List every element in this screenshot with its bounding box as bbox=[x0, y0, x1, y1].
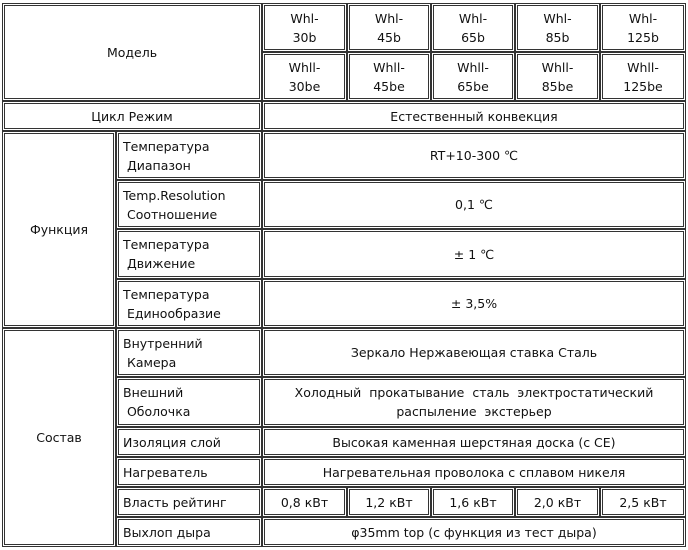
model-cell: Whll- 65be bbox=[431, 52, 515, 101]
power-rating-label: Власть рейтинг bbox=[116, 487, 262, 517]
composition-group-label: Состав bbox=[2, 328, 116, 547]
power-value: 2,0 кВт bbox=[515, 487, 600, 517]
power-value: 1,2 кВт bbox=[347, 487, 431, 517]
model-cell: Whll- 125be bbox=[600, 52, 686, 101]
model-cell: Whl- 45b bbox=[347, 3, 431, 52]
cycle-mode-value: Естественный конвекция bbox=[262, 101, 686, 131]
model-cell: Whll- 30be bbox=[262, 52, 347, 101]
model-cell: Whl- 65b bbox=[431, 3, 515, 52]
spec-label: Температура Движение bbox=[116, 229, 262, 279]
model-cell: Whl- 30b bbox=[262, 3, 347, 52]
power-value: 1,6 кВт bbox=[431, 487, 515, 517]
spec-label: Внешний Оболочка bbox=[116, 377, 262, 427]
spec-value: ± 1 ℃ bbox=[262, 229, 686, 279]
model-cell: Whll- 45be bbox=[347, 52, 431, 101]
function-group-label: Функция bbox=[2, 131, 116, 328]
model-cell: Whl- 85b bbox=[515, 3, 600, 52]
spec-value: Зеркало Нержавеющая ставка Сталь bbox=[262, 328, 686, 377]
exhaust-hole-label: Выхлоп дыра bbox=[116, 517, 262, 547]
spec-label: Температура Диапазон bbox=[116, 131, 262, 180]
spec-value: Высокая каменная шерстяная доска (с CE) bbox=[262, 427, 686, 457]
power-value: 0,8 кВт bbox=[262, 487, 347, 517]
spec-value: Холодный прокатывание сталь электростатический распыление экстерьер bbox=[262, 377, 686, 427]
exhaust-hole-value: φ35mm top (с функция из тест дыра) bbox=[262, 517, 686, 547]
spec-value: Нагревательная проволока с сплавом никеля bbox=[262, 457, 686, 487]
model-cell: Whl- 125b bbox=[600, 3, 686, 52]
model-header: Модель bbox=[2, 3, 262, 101]
specification-table bbox=[2, 3, 686, 547]
power-value: 2,5 кВт bbox=[600, 487, 686, 517]
spec-label: Нагреватель bbox=[116, 457, 262, 487]
spec-label: Temp.Resolution Соотношение bbox=[116, 180, 262, 229]
spec-value: 0,1 ℃ bbox=[262, 180, 686, 229]
spec-value: RT+10-300 ℃ bbox=[262, 131, 686, 180]
spec-label: Изоляция слой bbox=[116, 427, 262, 457]
cycle-mode-label: Цикл Режим bbox=[2, 101, 262, 131]
spec-value: ± 3,5% bbox=[262, 279, 686, 328]
spec-label: Температура Единообразие bbox=[116, 279, 262, 328]
spec-label: Внутренний Камера bbox=[116, 328, 262, 377]
model-cell: Whll- 85be bbox=[515, 52, 600, 101]
